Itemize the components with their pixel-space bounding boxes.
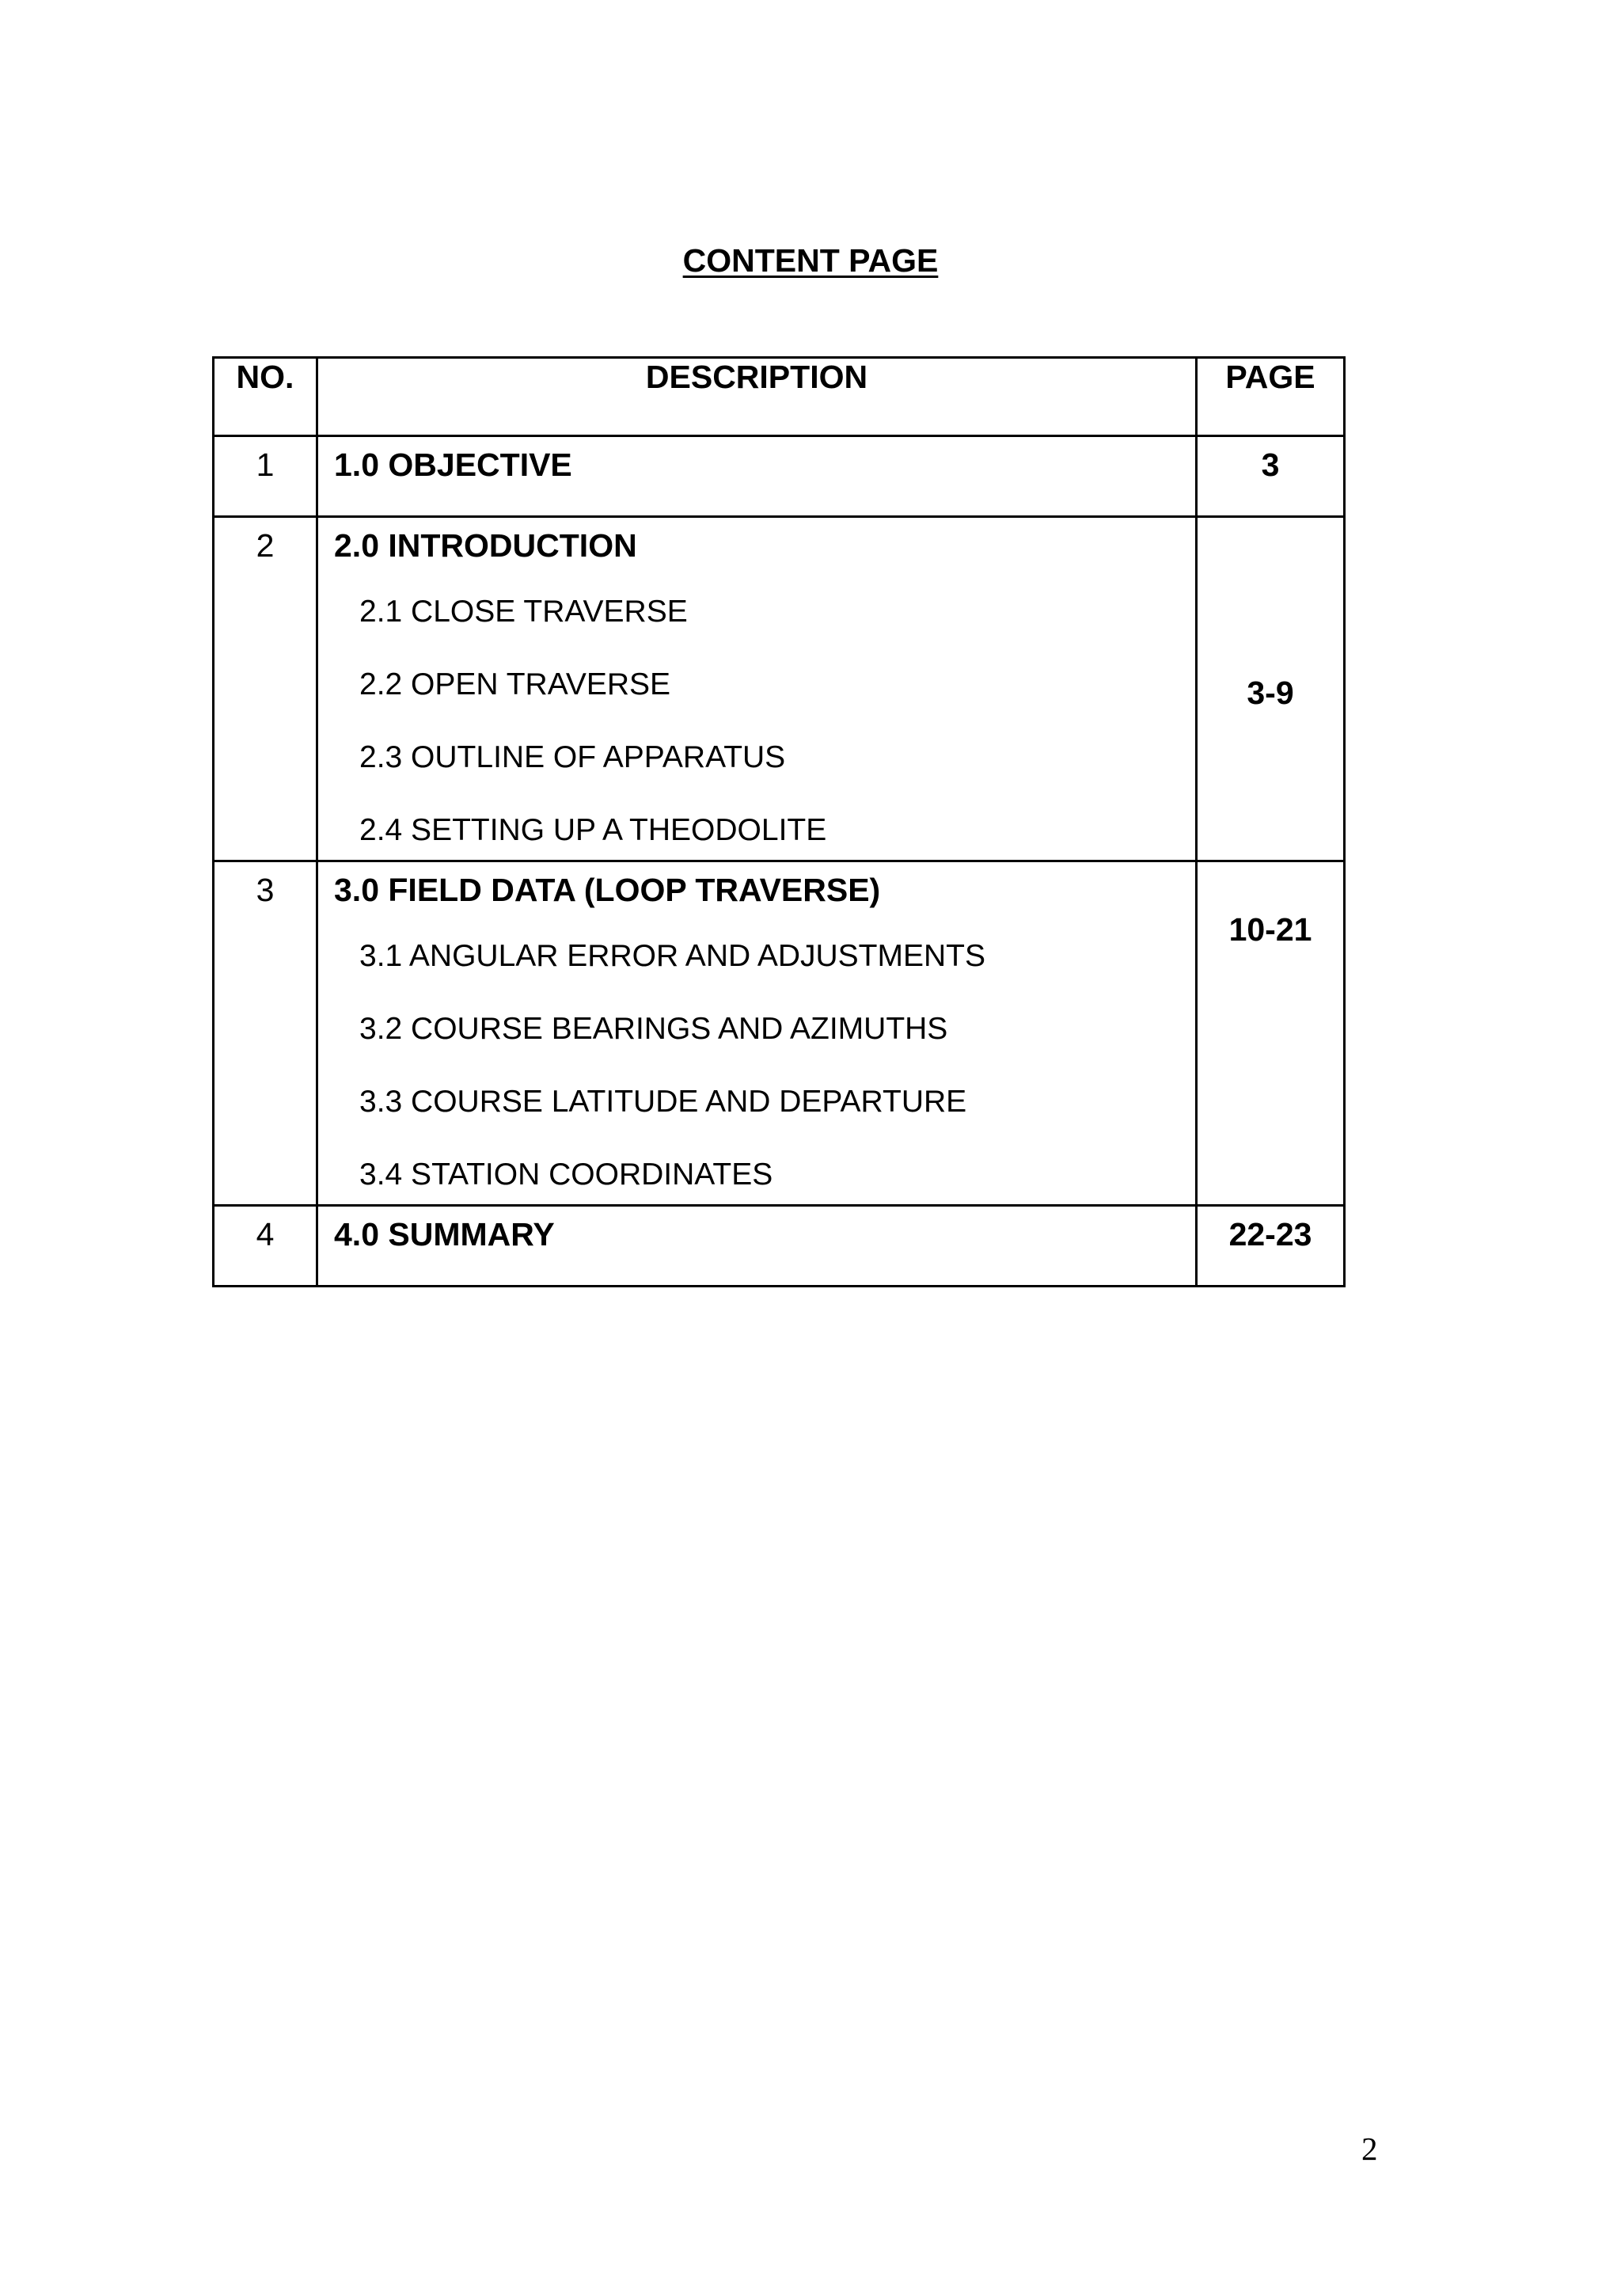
row-description: [317, 517, 1197, 861]
subsection-item: 3.4 STATION COORDINATES: [359, 1158, 773, 1192]
row-page: 3: [1197, 436, 1345, 517]
header-no: NO.: [214, 358, 317, 436]
row-number: 4: [214, 1206, 317, 1287]
page-title: CONTENT PAGE: [682, 242, 939, 279]
row-description: [317, 861, 1197, 1206]
table-header-row: [214, 358, 1345, 436]
subsection-list: [334, 594, 1195, 860]
header-description: DESCRIPTION: [317, 358, 1197, 436]
subsection-item: 3.1 ANGULAR ERROR AND ADJUSTMENTS: [359, 939, 986, 973]
subsection-item: 3.3 COURSE LATITUDE AND DEPARTURE: [359, 1085, 967, 1119]
subsection-item: 3.2 COURSE BEARINGS AND AZIMUTHS: [359, 1012, 948, 1046]
section-title: 1.0 OBJECTIVE: [334, 447, 572, 483]
section-title: 4.0 SUMMARY: [334, 1216, 555, 1253]
table-row: [214, 517, 1345, 861]
row-number: 1: [214, 436, 317, 517]
contents-table: [212, 356, 1346, 1287]
table-row: [214, 436, 1345, 517]
row-page: 22-23: [1197, 1206, 1345, 1287]
section-title: 3.0 FIELD DATA (LOOP TRAVERSE): [334, 872, 881, 908]
subsection-item: 2.1 CLOSE TRAVERSE: [359, 595, 688, 629]
table-row: [214, 1206, 1345, 1287]
row-description: [317, 1206, 1197, 1287]
section-title: 2.0 INTRODUCTION: [334, 527, 637, 564]
row-description: [317, 436, 1197, 517]
row-number: 2: [214, 517, 317, 861]
table-row: [214, 861, 1345, 1206]
row-page: 3-9: [1197, 517, 1345, 861]
row-number: 3: [214, 861, 317, 1206]
row-page: 10-21: [1197, 861, 1345, 1206]
subsection-item: 2.2 OPEN TRAVERSE: [359, 667, 671, 701]
page-number: 2: [1361, 2131, 1378, 2167]
header-page: PAGE: [1197, 358, 1345, 436]
subsection-item: 2.4 SETTING UP A THEODOLITE: [359, 813, 827, 847]
subsection-item: 2.3 OUTLINE OF APPARATUS: [359, 740, 786, 774]
subsection-list: [334, 938, 1195, 1204]
